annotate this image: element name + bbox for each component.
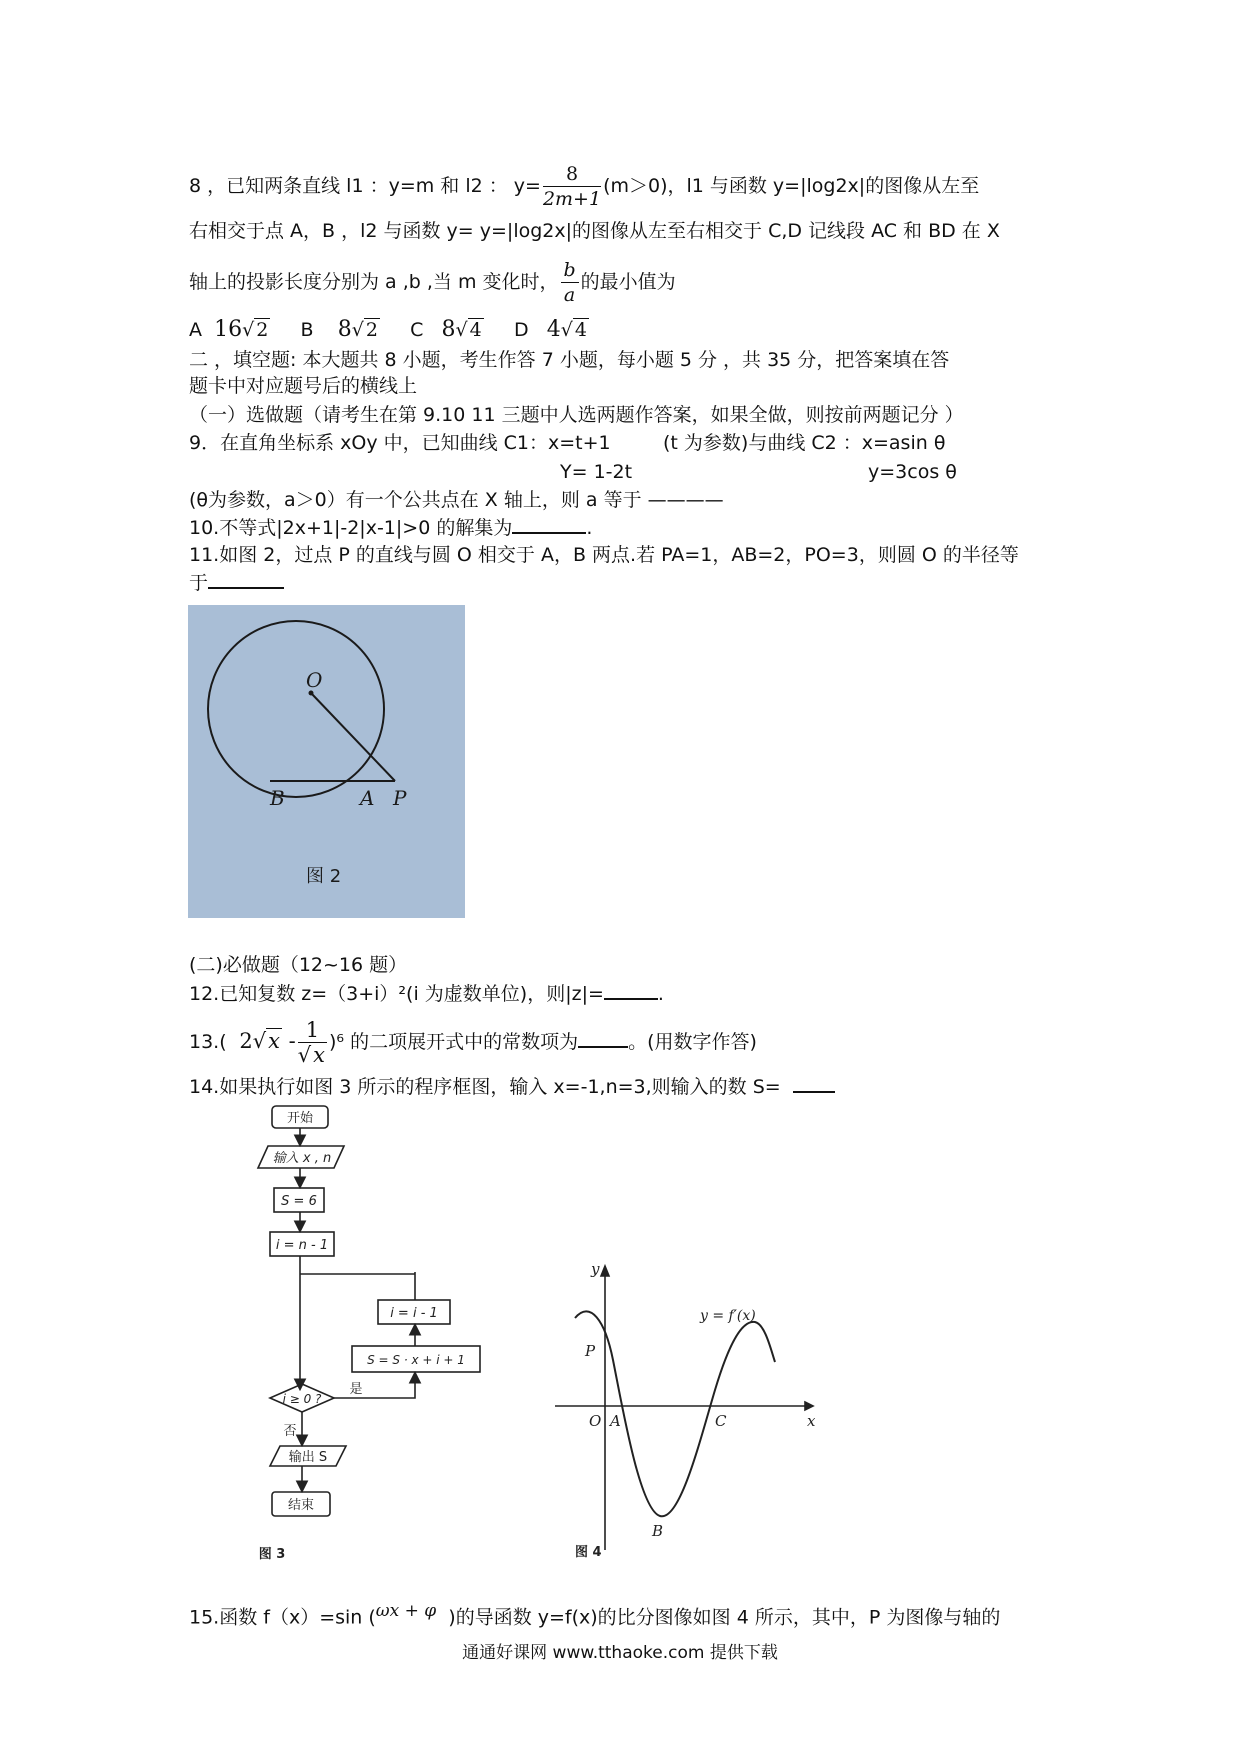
q8-text-b: (m＞0)，l1 与函数 y=|log2x|的图像从左至 <box>603 175 980 197</box>
condition-label: i ≥ 0 ? <box>282 1392 322 1406</box>
sqrt-symbol: √ 2 <box>242 319 269 341</box>
figure-2 <box>188 605 465 918</box>
sqrt-symbol: √ 2 <box>351 319 378 341</box>
q14-answer-blank[interactable] <box>793 1073 835 1093</box>
option-coef: 8 <box>441 317 456 342</box>
q10-text: 10.不等式|2x+1|-2|x-1|>0 的解集为 <box>189 517 513 539</box>
q8-line1 <box>189 162 979 211</box>
y-axis-arrow <box>601 1266 609 1276</box>
section2-line1: 二 ，填空题: 本大题共 8 小题，考生作答 7 小题，每小题 5 分 ，共 35 分，把答案填在答 <box>189 349 950 371</box>
option-label: A <box>189 319 202 341</box>
q8-line3-a: 轴上的投影长度分别为 a ,b ,当 m 变化时， <box>189 271 559 293</box>
q10-answer-blank[interactable] <box>512 514 586 534</box>
figure-4-caption: 图 4 <box>575 1545 602 1560</box>
output-label: 输出 S <box>288 1450 328 1465</box>
option-rad: 2 <box>256 319 269 341</box>
q8-line3 <box>189 258 676 307</box>
label-a: A <box>360 786 375 810</box>
q15-text-a: 15.函数 f（x）=sin ( <box>189 1606 376 1629</box>
label-a: A <box>610 1412 621 1430</box>
q8-option-c[interactable] <box>410 319 484 341</box>
q9-line3: (θ为参数，a＞0）有一个公共点在 X 轴上，则 a 等于 ———— <box>189 489 724 511</box>
q13-fraction <box>298 1018 327 1067</box>
q13-coef: 2 <box>239 1029 253 1053</box>
option-label: C <box>410 319 424 341</box>
q8-text-a: 8 ，已知两条直线 l1 ：y=m 和 l2 ： y= <box>189 175 541 197</box>
q8-frac-den: 2m+1 <box>542 188 602 210</box>
label-p: P <box>393 786 407 810</box>
q8-fraction <box>543 162 601 211</box>
q13-minus: - <box>281 1029 296 1053</box>
q15-text-b: )的导函数 y=f(x)的比分图像如图 4 所示，其中，P 为图像与轴的 <box>448 1606 1001 1629</box>
q13 <box>189 1018 757 1067</box>
q12-text: 12.已知复数 z=（3+i）²(i 为虚数单位)，则|z|= <box>189 983 604 1005</box>
q13-answer-blank[interactable] <box>578 1028 628 1048</box>
q11-answer-blank[interactable] <box>208 569 284 589</box>
i-init-label: i = n - 1 <box>275 1238 329 1253</box>
option-rad: 4 <box>469 319 482 341</box>
s-update-label: S = S · x + i + 1 <box>367 1353 465 1367</box>
i-dec-label: i = i - 1 <box>390 1306 438 1321</box>
input-label: 输入 x , n <box>272 1151 332 1166</box>
s-init-label: S = 6 <box>281 1194 317 1209</box>
q13-var: x <box>268 1029 280 1053</box>
q13-end: 。(用数字作答) <box>628 1031 757 1053</box>
figure-3 <box>230 1100 520 1560</box>
q8-ratio-num: b <box>561 258 579 283</box>
q11-text: 于 <box>189 572 209 594</box>
end-label: 结束 <box>287 1498 315 1513</box>
yes-label: 是 <box>349 1382 363 1397</box>
q9-line1-a: 9．在直角坐标系 xOy 中，已知曲线 C1：x=t+1 <box>189 432 611 454</box>
y-label: y <box>591 1260 600 1278</box>
circle-o <box>208 621 384 797</box>
sqrt-symbol: √ 4 <box>455 319 482 341</box>
figure-2-caption: 图 2 <box>306 866 342 887</box>
label-p: P <box>585 1342 596 1360</box>
q13-suffix: )⁶ 的二项展开式中的常数项为 <box>329 1031 579 1053</box>
required-title: (二)必做题（12~16 题） <box>189 954 408 976</box>
q14-text: 14.如果执行如图 3 所示的程序框图，输入 x=-1,n=3,则输入的数 S= <box>189 1076 781 1098</box>
q12-end: . <box>657 983 664 1005</box>
figure-4 <box>555 1260 815 1560</box>
x-label: x <box>807 1412 815 1430</box>
q11-line2 <box>189 569 284 596</box>
start-label: 开始 <box>286 1111 314 1126</box>
q14 <box>189 1073 835 1100</box>
label-o: O <box>306 668 323 692</box>
q9-line2-b: y=3cos θ <box>868 461 957 483</box>
option-label: B <box>300 319 314 341</box>
q9-line2-a: Y= 1-2t <box>560 461 633 483</box>
q8-option-d[interactable] <box>514 319 589 341</box>
q13-frac-var: x <box>313 1043 325 1067</box>
figure-3-svg <box>230 1100 520 1560</box>
option-rad: 4 <box>574 319 587 341</box>
figure-2-svg <box>188 605 465 918</box>
footer: 通通好课网 www.tthaoke.com 提供下载 <box>462 1643 778 1663</box>
option-rad: 2 <box>365 319 378 341</box>
q15 <box>189 1598 1000 1630</box>
q10-end: . <box>586 517 593 539</box>
figure-4-svg <box>555 1260 815 1560</box>
q11-line1: 11.如图 2，过点 P 的直线与圆 O 相交于 A，B 两点.若 PA=1，AB=2，PO=3，则圆 O 的半径等 <box>189 544 1019 566</box>
label-c: C <box>715 1412 727 1430</box>
q8-option-a[interactable] <box>189 319 270 341</box>
q8-option-b[interactable] <box>301 319 380 341</box>
q13-frac-num: 1 <box>298 1018 327 1043</box>
optional-title: （一）选做题（请考生在第 9.10 11 三题中人选两题作答案，如果全做，则按前两题记分 ） <box>189 404 964 426</box>
sqrt-symbol: √x <box>297 1043 325 1067</box>
no-label: 否 <box>283 1424 297 1439</box>
option-label: D <box>513 319 529 341</box>
option-coef: 16 <box>214 317 243 342</box>
option-coef: 8 <box>337 317 352 342</box>
q13-prefix: 13.( <box>189 1031 227 1053</box>
q8-ratio-den: a <box>563 284 576 306</box>
section2-line2: 题卡中对应题号后的横线上 <box>189 375 418 397</box>
segment-op <box>311 693 395 781</box>
q9-line1-b: (t 为参数)与曲线 C2 ：x=asin θ <box>663 432 946 454</box>
function-label: y = f′(x) <box>700 1308 756 1324</box>
sqrt-symbol: √ 4 <box>560 319 587 341</box>
q10 <box>189 514 592 541</box>
q8-line2: 右相交于点 A，B ，l2 与函数 y= y=|log2x|的图像从左至右相交于 C,D 记线段 AC 和 BD 在 X <box>189 220 1000 242</box>
x-axis-arrow <box>805 1402 813 1410</box>
option-coef: 4 <box>546 317 561 342</box>
label-o: O <box>589 1412 602 1430</box>
label-b: B <box>652 1522 664 1540</box>
q12 <box>189 980 664 1007</box>
q8-frac-num: 8 <box>543 162 601 187</box>
q8-options <box>189 317 589 343</box>
q15-expr: ωx + φ <box>375 1601 437 1621</box>
q9-line1 <box>189 430 611 456</box>
q13-binomial <box>233 1018 329 1067</box>
q12-answer-blank[interactable] <box>604 980 658 1000</box>
sqrt-symbol: √x <box>252 1029 280 1053</box>
q8-line3-b: 的最小值为 <box>580 271 676 293</box>
figure-3-caption: 图 3 <box>258 1547 286 1560</box>
q8-ratio <box>561 258 579 307</box>
label-b: B <box>270 786 285 810</box>
